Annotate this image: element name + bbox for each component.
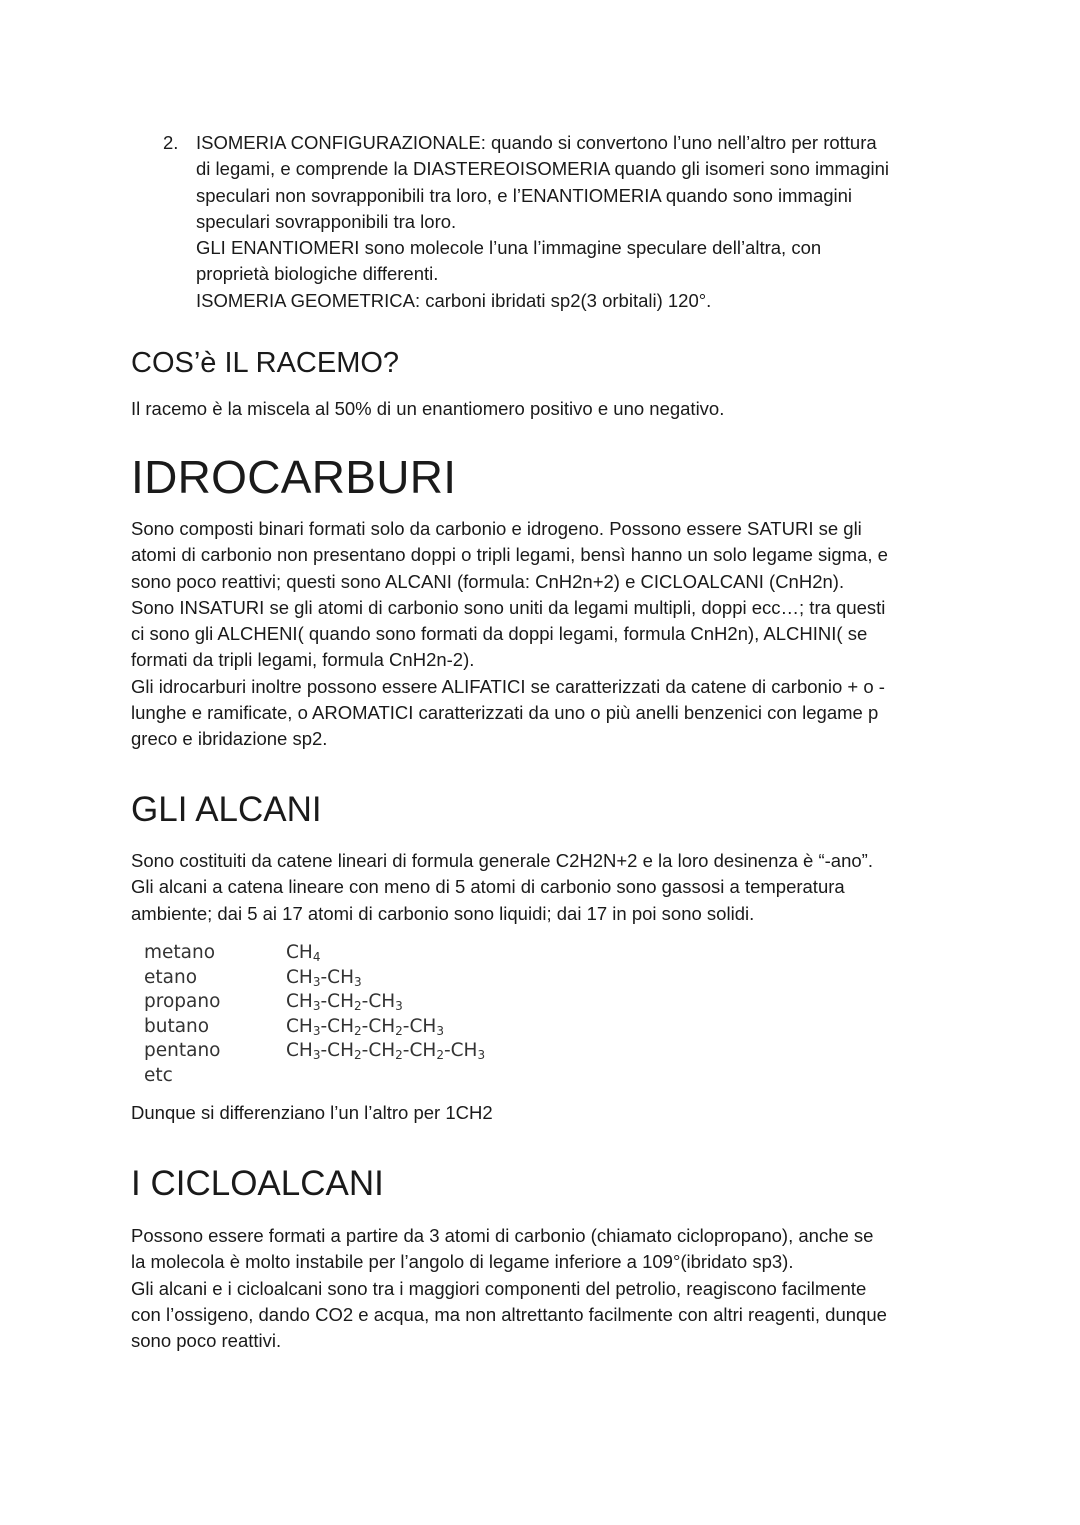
table-row xyxy=(144,1064,485,1089)
alcani-paragraph xyxy=(131,848,961,927)
idrocarburi-heading: IDROCARBURI xyxy=(131,451,457,503)
alkane-name: propano xyxy=(144,991,221,1013)
text-line: Gli idrocarburi inoltre possono essere ALIFATICI se caratterizzati da catene di carbonio + o - xyxy=(131,675,885,697)
text-line: la molecola è molto instabile per l’angolo di legame inferiore a 109°(ibridato sp3). xyxy=(131,1251,794,1273)
table-row xyxy=(144,966,485,991)
alkane-formula: $CH_3-CH_3$ xyxy=(286,966,362,989)
text-line: speculari non sovrapponibili tra loro, e l’ENANTIOMERIA quando sono immagini xyxy=(196,184,853,206)
text-line: con l’ossigeno, dando CO2 e acqua, ma non altrettanto facilmente con altri reagenti, dunque xyxy=(131,1303,887,1325)
text-line: sono poco reattivi. xyxy=(131,1330,282,1352)
text-line: GLI ENANTIOMERI sono molecole l’una l’immagine speculare dell’altra, con xyxy=(196,237,822,259)
alkane-name: pentano xyxy=(144,1040,221,1062)
text-line: Gli alcani a catena lineare con meno di 5 atomi di carbonio sono gassosi a temperatura xyxy=(131,876,845,898)
alcani-heading: GLI ALCANI xyxy=(131,790,322,829)
text-line: ambiente; dai 5 ai 17 atomi di carbonio sono liquidi; dai 17 in poi sono solidi. xyxy=(131,902,755,924)
idrocarburi-paragraph xyxy=(131,516,961,753)
text-line: ISOMERIA CONFIGURAZIONALE: quando si convertono l’uno nell’altro per rottura xyxy=(196,132,877,153)
text-line: Dunque si differenziano l’un l’altro per 1CH2 xyxy=(131,1102,493,1123)
racemo-heading: COS’è IL RACEMO? xyxy=(131,347,400,379)
cicloalcani-heading: I CICLOALCANI xyxy=(131,1164,384,1203)
alkane-name: etc xyxy=(144,1064,173,1086)
cicloalcani-paragraph xyxy=(131,1223,961,1354)
alkane-name: etano xyxy=(144,966,198,988)
text-line: Il racemo è la miscela al 50% di un enantiomero positivo e uno negativo. xyxy=(131,398,725,419)
text-line: Sono INSATURI se gli atomi di carbonio sono uniti da legami multipli, doppi ecc…; tra questi xyxy=(131,596,886,618)
text-line: sono poco reattivi; questi sono ALCANI (formula: CnH2n+2) e CICLOALCANI (CnH2n). xyxy=(131,570,845,592)
text-line: greco e ibridazione sp2. xyxy=(131,728,328,750)
alcani-formula-table xyxy=(144,941,485,1089)
alkane-formula: $CH_3-CH_2-CH_2-CH_2-CH_3$ xyxy=(286,1040,486,1063)
text-line: atomi di carbonio non presentano doppi o tripli legami, bensì hanno un solo legame sigma, e xyxy=(131,544,888,566)
text-line: lunghe e ramificate, o AROMATICI caratterizzati da uno o più anelli benzenici con legame p xyxy=(131,702,879,724)
alkane-formula: $CH_3-CH_2-CH_3$ xyxy=(286,991,403,1014)
alkane-formula: $CH_4$ xyxy=(286,942,321,964)
text-line: speculari sovrapponibili tra loro. xyxy=(196,210,457,232)
table-row xyxy=(144,1015,485,1040)
text-line: Gli alcani e i cicloalcani sono tra i maggiori componenti del petrolio, reagiscono facilmente xyxy=(131,1277,867,1299)
isomeria-list-item xyxy=(163,130,963,314)
alkane-name: butano xyxy=(144,1015,210,1037)
text-line: ISOMERIA GEOMETRICA: carboni ibridati sp2(3 orbitali) 120°. xyxy=(196,289,712,311)
racemo-paragraph xyxy=(131,396,961,422)
alkane-formula: $CH_3-CH_2-CH_2-CH_3$ xyxy=(286,1015,444,1038)
list-item-body xyxy=(196,130,963,314)
text-line: proprietà biologiche differenti. xyxy=(196,263,439,285)
alcani-conclusion xyxy=(131,1100,961,1126)
table-row xyxy=(144,941,485,966)
table-row xyxy=(144,990,485,1015)
text-line: formati da tripli legami, formula CnH2n-2). xyxy=(131,649,475,671)
text-line: Sono costituiti da catene lineari di formula generale C2H2N+2 e la loro desinenza è “-ano”. xyxy=(131,850,873,871)
alkane-name: metano xyxy=(144,942,216,963)
text-line: Possono essere formati a partire da 3 atomi di carbonio (chiamato ciclopropano), anche se xyxy=(131,1225,874,1246)
text-line: ci sono gli ALCHENI( quando sono formati da doppi legami, formula CnH2n), ALCHINI( se xyxy=(131,623,868,645)
list-number: 2. xyxy=(163,132,179,153)
table-row xyxy=(144,1039,485,1064)
text-line: Sono composti binari formati solo da carbonio e idrogeno. Possono essere SATURI se gli xyxy=(131,518,862,539)
text-line: di legami, e comprende la DIASTEREOISOMERIA quando gli isomeri sono immagini xyxy=(196,158,890,180)
